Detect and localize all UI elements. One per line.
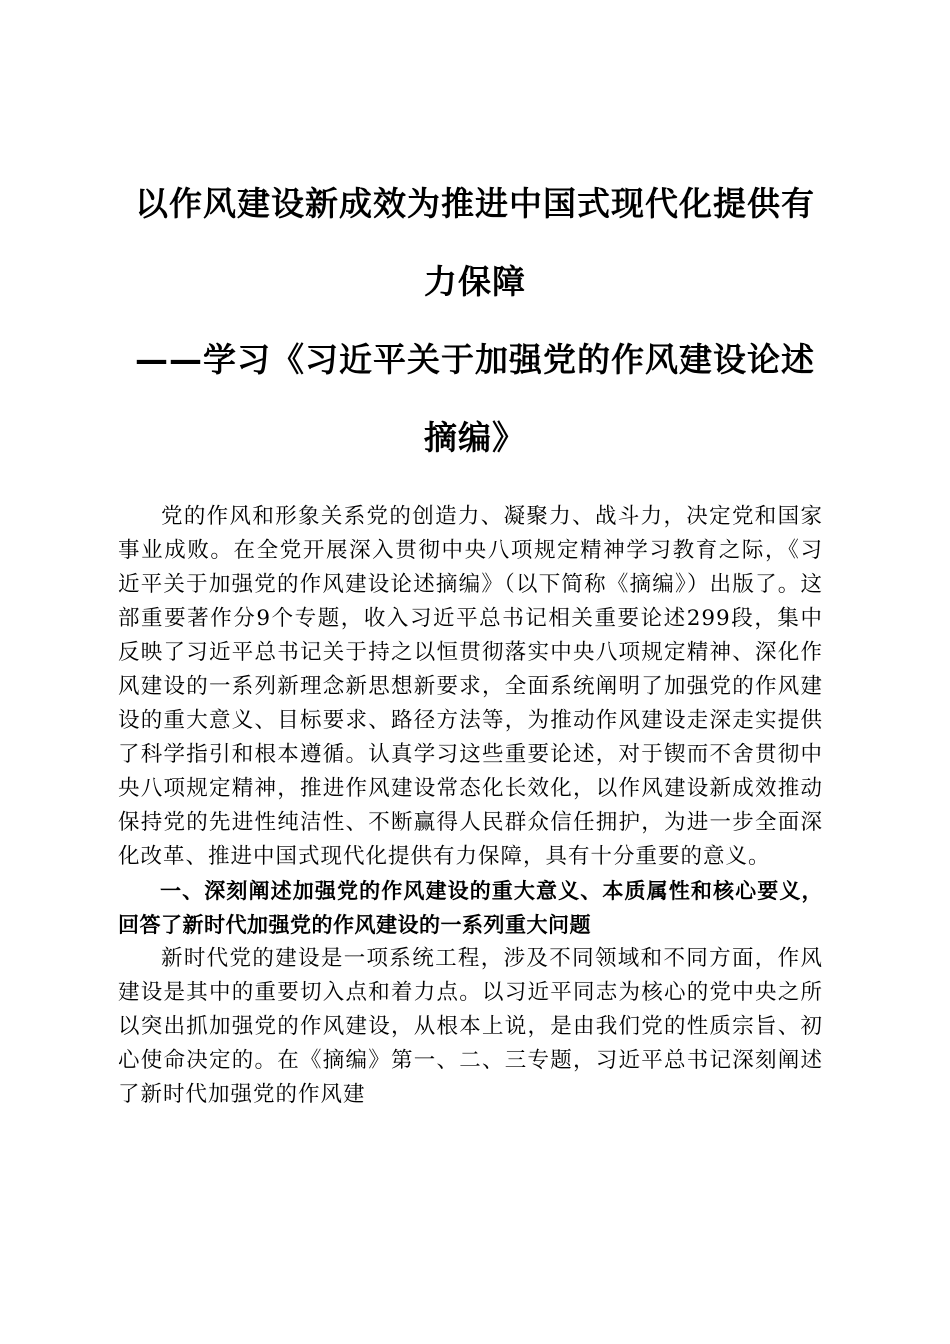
title-line-1: 以作风建设新成效为推进中国式现代化提供有 <box>135 184 815 223</box>
paragraph-section-1: 新时代党的建设是一项系统工程，涉及不同领域和不同方面，作风建设是其中的重要切入点和着力点。以习近平同志为核心的党中央之所以突出抓加强党的作风建设，从根本上说，是由我们党的性质宗旨、初心使命决定的。在《摘编》第一、二、三专题，习近平总书记深刻阐述了新时代加强党的作风建 <box>118 946 823 1107</box>
subtitle-line-2: 摘编》 <box>424 418 526 457</box>
subtitle-line-1: ——学习《习近平关于加强党的作风建设论述 <box>135 340 815 379</box>
document-body <box>118 500 823 1112</box>
title-line-2: 力保障 <box>424 262 526 301</box>
document-title <box>110 165 840 477</box>
section-heading-1: 一、深刻阐述加强党的作风建设的重大意义、本质属性和核心要义，回答了新时代加强党的作风建设的一系列重大问题 <box>118 879 823 937</box>
paragraph-intro: 党的作风和形象关系党的创造力、凝聚力、战斗力，决定党和国家事业成败。在全党开展深入贯彻中央八项规定精神学习教育之际，《习近平关于加强党的作风建设论述摘编》（以下简称《摘编》）出版了。这部重要著作分9个专题，收入习近平总书记相关重要论述299段，集中反映了习近平总书记关于持之以恒贯彻落实中央八项规定精神、深化作风建设的一系列新理念新思想新要求，全面系统阐明了加强党的作风建设的重大意义、目标要求、路径方法等，为推动作风建设走深走实提供了科学指引和根本遵循。认真学习这些重要论述，对于锲而不舍贯彻中央八项规定精神，推进作风建设常态化长效化，以作风建设新成效推动保持党的先进性纯洁性、不断赢得人民群众信任拥护，为进一步全面深化改革、推进中国式现代化提供有力保障，具有十分重要的意义。 <box>118 504 823 869</box>
